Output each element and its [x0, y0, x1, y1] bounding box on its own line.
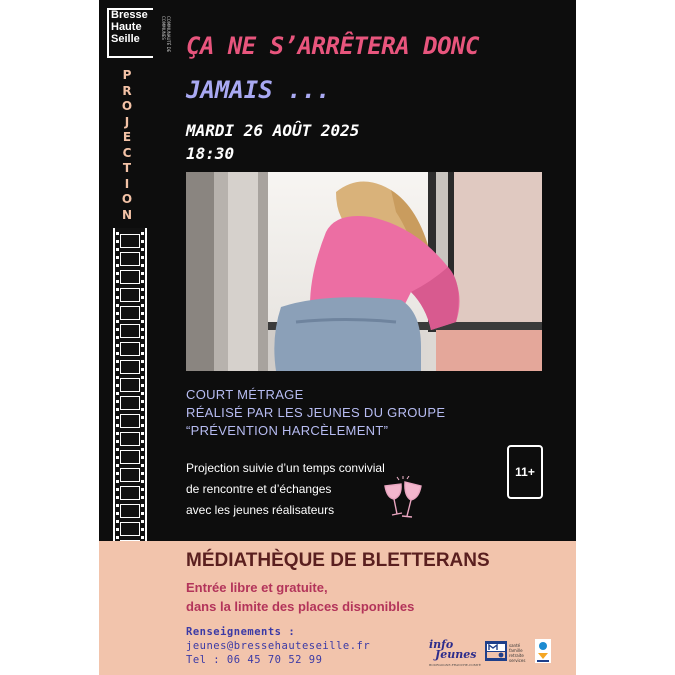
film-frame — [120, 252, 140, 266]
entry-line-1: Entrée libre et gratuite, — [186, 580, 328, 595]
msa-tagline — [509, 643, 525, 663]
film-sprocket-hole — [141, 392, 144, 395]
logo-subtitle: COMMUNAUTÉ DE COMMUNES — [161, 16, 171, 53]
film-sprocket-hole — [141, 240, 144, 243]
film-frame — [120, 432, 140, 446]
film-sprocket-hole — [116, 448, 119, 451]
film-sprocket-hole — [141, 256, 144, 259]
film-frame — [120, 450, 140, 464]
film-sprocket-hole — [141, 296, 144, 299]
film-sprocket-hole — [116, 472, 119, 475]
film-sprocket-hole — [141, 344, 144, 347]
film-sprocket-hole — [116, 504, 119, 507]
event-date: MARDI 26 AOÛT 2025 — [186, 121, 360, 140]
contact-email[interactable]: jeunes@bressehauteseille.fr — [186, 640, 371, 652]
film-frame — [120, 468, 140, 482]
description-line-1: Projection suivie d’un temps convivial — [186, 461, 385, 475]
film-sprocket-hole — [141, 488, 144, 491]
film-sprocket-hole — [116, 352, 119, 355]
film-sprocket-hole — [116, 528, 119, 531]
film-info — [186, 386, 445, 440]
film-sprocket-hole — [116, 328, 119, 331]
info-jeunes-region: BOURGOGNE-FRANCHE-COMTÉ — [429, 663, 481, 667]
film-sprocket-hole — [116, 480, 119, 483]
msa-tagline-3: retraite — [509, 653, 524, 658]
film-sprocket-hole — [116, 296, 119, 299]
film-sprocket-hole — [116, 440, 119, 443]
venue-name: MÉDIATHÈQUE DE BLETTERANS — [186, 550, 490, 571]
event-photo — [186, 172, 542, 371]
girl-at-window-photo — [186, 172, 542, 371]
event-description — [186, 458, 385, 521]
bresse-haute-seille-logo — [107, 8, 171, 58]
film-sprocket-hole — [116, 344, 119, 347]
film-sprocket-hole — [116, 368, 119, 371]
film-sprocket-hole — [116, 512, 119, 515]
film-sprocket-hole — [141, 456, 144, 459]
msa-logo-icon — [485, 641, 507, 661]
film-sprocket-hole — [141, 416, 144, 419]
info-jeunes-line-2: Jeunes — [435, 648, 477, 661]
film-sprocket-hole — [116, 304, 119, 307]
projection-letter: R — [122, 83, 132, 98]
info-jeunes-line-1: info — [429, 638, 454, 651]
film-sprocket-hole — [116, 400, 119, 403]
film-frame — [120, 342, 140, 356]
film-frame — [120, 360, 140, 374]
film-sprocket-hole — [141, 496, 144, 499]
film-sprocket-hole — [116, 240, 119, 243]
film-sprocket-hole — [141, 352, 144, 355]
caf-logo-icon — [535, 639, 551, 663]
film-sprocket-hole — [116, 464, 119, 467]
film-sprocket-hole — [116, 280, 119, 283]
projection-letter: N — [121, 207, 133, 222]
film-sprocket-hole — [141, 472, 144, 475]
projection-letter: J — [124, 114, 130, 129]
film-sprocket-hole — [141, 288, 144, 291]
film-sprocket-hole — [141, 440, 144, 443]
film-sprocket-hole — [141, 512, 144, 515]
film-sprocket-hole — [141, 232, 144, 235]
film-sprocket-hole — [116, 392, 119, 395]
description-line-3: avec les jeunes réalisateurs — [186, 503, 335, 517]
description-line-2: de rencontre et d’échanges — [186, 482, 332, 496]
film-sprocket-hole — [116, 272, 119, 275]
film-sprocket-hole — [141, 432, 144, 435]
film-sprocket-hole — [116, 424, 119, 427]
projection-letter: E — [122, 130, 132, 144]
film-frame — [120, 270, 140, 284]
entry-info — [186, 578, 414, 616]
logo-line-1: Bresse — [111, 9, 148, 21]
contact-label: Renseignements : — [186, 626, 296, 638]
film-sprocket-hole — [141, 328, 144, 331]
film-sprocket-hole — [141, 376, 144, 379]
film-info-line-2: RÉALISÉ PAR LES JEUNES DU GROUPE — [186, 405, 446, 420]
msa-tagline-1: santé — [509, 643, 521, 648]
film-frame — [120, 288, 140, 302]
film-sprocket-hole — [116, 432, 119, 435]
info-jeunes-logo — [429, 640, 481, 670]
film-info-line-3: “PRÉVENTION HARCÈLEMENT” — [186, 423, 389, 438]
film-sprocket-hole — [141, 528, 144, 531]
film-sprocket-hole — [116, 456, 119, 459]
film-sprocket-hole — [116, 232, 119, 235]
title-line-1: ÇA NE S’ARRÊTERA DONC — [186, 32, 479, 60]
age-rating-badge: 11+ — [507, 445, 543, 499]
film-sprocket-hole — [116, 496, 119, 499]
film-sprocket-hole — [116, 384, 119, 387]
film-info-line-1: COURT MÉTRAGE — [186, 387, 304, 402]
film-frame — [120, 414, 140, 428]
film-sprocket-hole — [116, 376, 119, 379]
film-sprocket-hole — [141, 248, 144, 251]
projection-letter: O — [121, 99, 133, 113]
film-sprocket-hole — [141, 312, 144, 315]
logo-line-3: Seille — [111, 33, 140, 45]
film-frame — [120, 378, 140, 392]
film-sprocket-hole — [141, 408, 144, 411]
contact-info — [186, 625, 370, 667]
projection-letter: T — [122, 161, 132, 175]
film-sprocket-hole — [116, 256, 119, 259]
toast-glasses-icon — [381, 476, 425, 522]
film-sprocket-hole — [141, 280, 144, 283]
film-sprocket-hole — [141, 360, 144, 363]
event-poster — [99, 0, 576, 675]
film-frame — [120, 306, 140, 320]
film-sprocket-hole — [141, 480, 144, 483]
film-sprocket-hole — [141, 448, 144, 451]
film-frame — [120, 522, 140, 536]
film-sprocket-hole — [116, 488, 119, 491]
film-frame — [120, 396, 140, 410]
film-sprocket-hole — [116, 360, 119, 363]
film-sprocket-hole — [116, 264, 119, 267]
film-sprocket-hole — [141, 424, 144, 427]
film-sprocket-hole — [141, 520, 144, 523]
projection-letter: C — [122, 145, 132, 160]
film-sprocket-hole — [141, 304, 144, 307]
film-sprocket-hole — [116, 336, 119, 339]
film-sprocket-hole — [116, 408, 119, 411]
film-sprocket-hole — [141, 384, 144, 387]
film-sprocket-hole — [116, 536, 119, 539]
projection-letter: I — [124, 176, 130, 191]
film-sprocket-hole — [116, 320, 119, 323]
projection-vertical-label — [120, 68, 134, 223]
msa-tagline-4: services — [509, 658, 526, 663]
film-sprocket-hole — [141, 464, 144, 467]
film-sprocket-hole — [141, 368, 144, 371]
contact-phone[interactable]: Tel : 06 45 70 52 99 — [186, 654, 323, 666]
film-sprocket-hole — [116, 520, 119, 523]
film-sprocket-hole — [116, 312, 119, 315]
film-frame — [120, 324, 140, 338]
film-sprocket-hole — [141, 400, 144, 403]
film-frame — [120, 234, 140, 248]
projection-letter: P — [122, 68, 132, 82]
title-line-2: JAMAIS ... — [186, 76, 331, 104]
film-sprocket-hole — [116, 416, 119, 419]
film-frame — [120, 486, 140, 500]
film-sprocket-hole — [141, 336, 144, 339]
logo-line-2: Haute — [111, 21, 142, 33]
projection-letter: O — [121, 192, 133, 206]
film-sprocket-hole — [116, 288, 119, 291]
film-frame — [120, 504, 140, 518]
film-sprocket-hole — [141, 536, 144, 539]
film-sprocket-hole — [116, 248, 119, 251]
entry-line-2: dans la limite des places disponibles — [186, 599, 415, 614]
film-sprocket-hole — [141, 320, 144, 323]
film-sprocket-hole — [141, 504, 144, 507]
film-sprocket-hole — [141, 272, 144, 275]
film-sprocket-hole — [141, 264, 144, 267]
event-time: 18:30 — [186, 144, 235, 163]
msa-tagline-2: famille — [509, 648, 523, 653]
